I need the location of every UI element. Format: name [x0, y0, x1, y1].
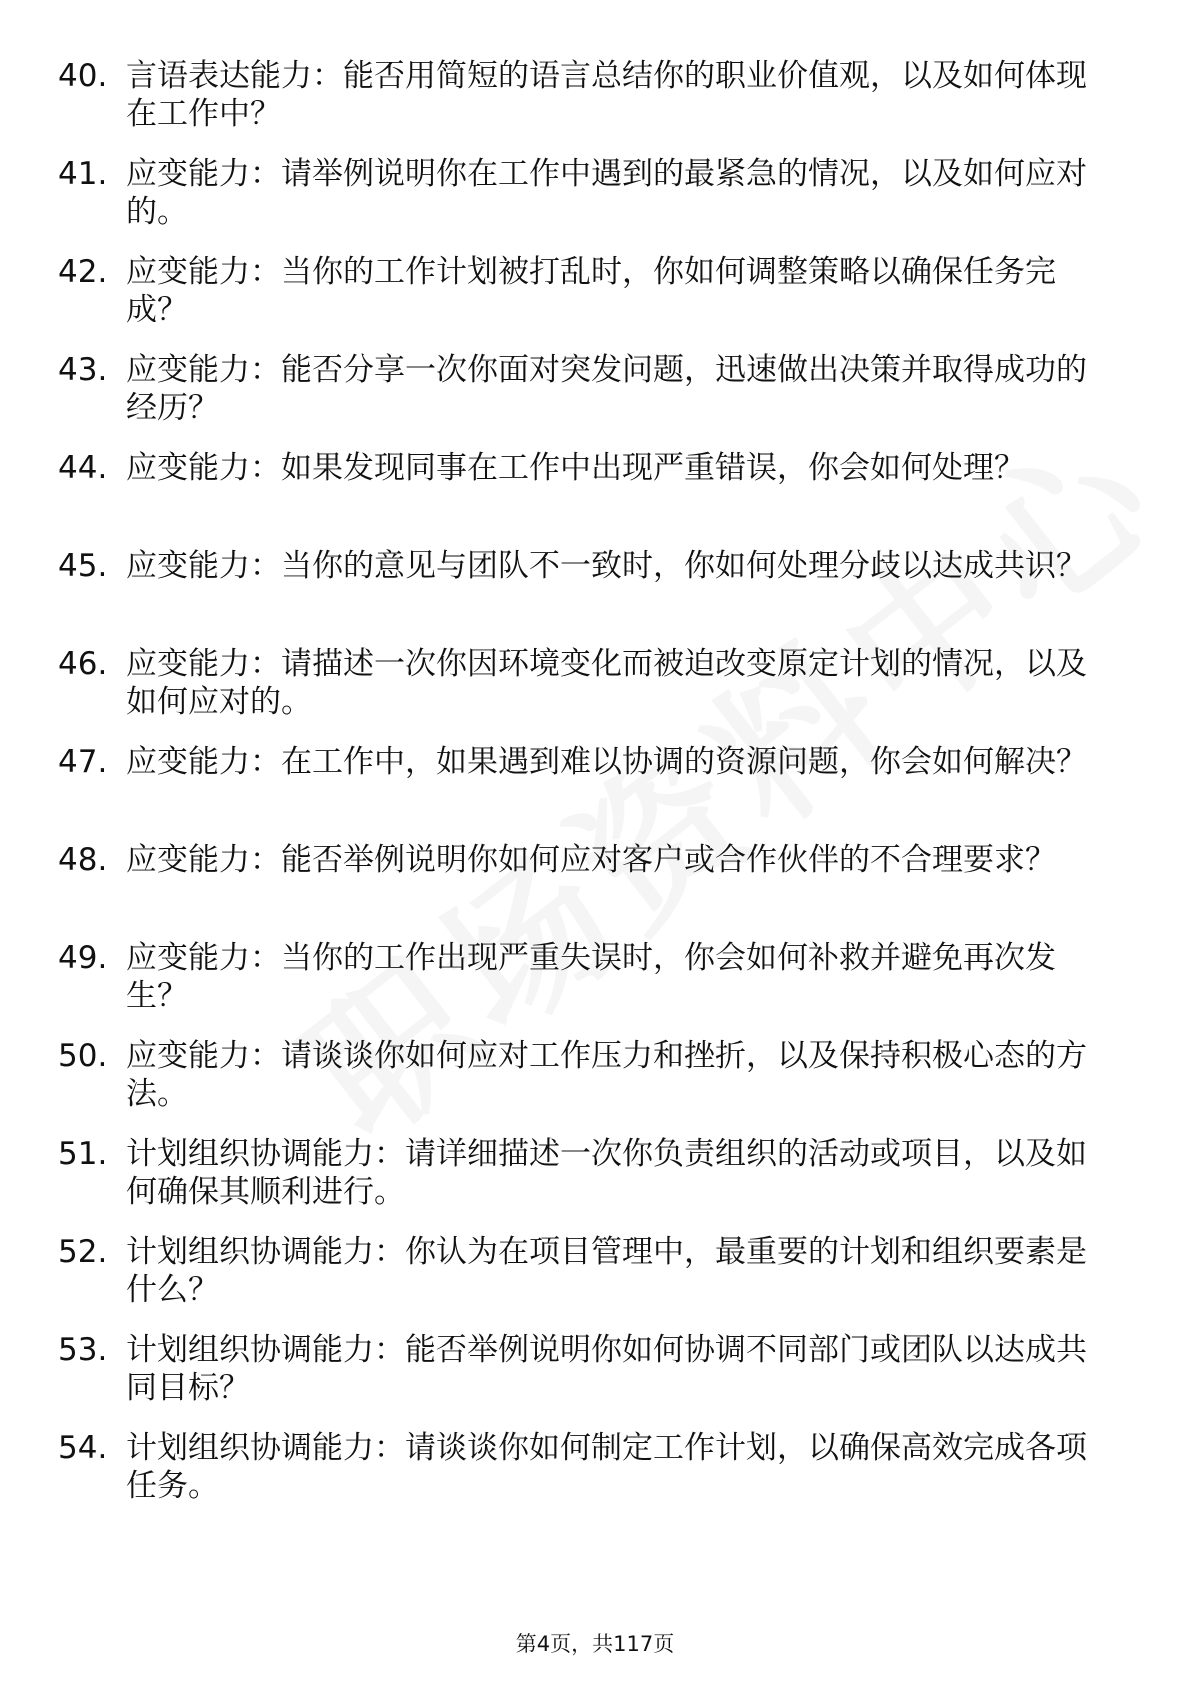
question-item	[0, 57, 1190, 155]
question-item	[0, 547, 1190, 645]
question-number: 53.	[58, 1332, 108, 1368]
question-text: 应变能力：请描述一次你因环境变化而被迫改变原定计划的情况，以及如何应对的。	[126, 646, 1087, 720]
question-text: 应变能力：当你的工作出现严重失误时，你会如何补救并避免再次发生？	[126, 940, 1056, 1014]
question-item	[0, 155, 1190, 253]
question-item	[0, 449, 1190, 547]
question-number: 41.	[58, 156, 108, 192]
question-text: 应变能力：如果发现同事在工作中出现严重错误，你会如何处理？	[126, 450, 1025, 486]
question-number: 42.	[58, 254, 108, 290]
page-footer: 第4页，共117页	[515, 1632, 675, 1656]
question-item	[0, 743, 1190, 841]
question-item	[0, 841, 1190, 939]
question-number: 47.	[58, 744, 108, 780]
question-text: 计划组织协调能力：你认为在项目管理中，最重要的计划和组织要素是什么？	[126, 1234, 1087, 1308]
question-item	[0, 1135, 1190, 1233]
question-item	[0, 645, 1190, 743]
question-number: 49.	[58, 940, 108, 976]
question-text: 应变能力：能否举例说明你如何应对客户或合作伙伴的不合理要求？	[126, 842, 1056, 878]
question-text: 应变能力：当你的工作计划被打乱时，你如何调整策略以确保任务完成？	[126, 254, 1056, 328]
question-number: 50.	[58, 1038, 108, 1074]
question-text: 应变能力：请谈谈你如何应对工作压力和挫折，以及保持积极心态的方法。	[126, 1038, 1087, 1112]
question-number: 52.	[58, 1234, 108, 1270]
question-text: 应变能力：能否分享一次你面对突发问题，迅速做出决策并取得成功的经历？	[126, 352, 1087, 426]
question-number: 48.	[58, 842, 108, 878]
question-number: 46.	[58, 646, 108, 682]
question-text: 计划组织协调能力：能否举例说明你如何协调不同部门或团队以达成共同目标？	[126, 1332, 1087, 1406]
question-number: 51.	[58, 1136, 108, 1172]
question-item	[0, 1331, 1190, 1429]
question-text: 言语表达能力：能否用简短的语言总结你的职业价值观，以及如何体现在工作中？	[126, 58, 1087, 132]
question-text: 计划组织协调能力：请详细描述一次你负责组织的活动或项目，以及如何确保其顺利进行。	[126, 1136, 1087, 1210]
question-number: 45.	[58, 548, 108, 584]
question-number: 40.	[58, 58, 108, 94]
question-item	[0, 939, 1190, 1037]
question-number: 54.	[58, 1430, 108, 1466]
question-text: 应变能力：请举例说明你在工作中遇到的最紧急的情况，以及如何应对的。	[126, 156, 1087, 230]
question-item	[0, 1233, 1190, 1331]
question-number: 44.	[58, 450, 108, 486]
question-text: 应变能力：在工作中，如果遇到难以协调的资源问题，你会如何解决？	[126, 744, 1087, 780]
question-text: 计划组织协调能力：请谈谈你如何制定工作计划，以确保高效完成各项任务。	[126, 1430, 1087, 1504]
question-item	[0, 351, 1190, 449]
question-item	[0, 1037, 1190, 1135]
question-list	[0, 57, 1190, 1527]
question-number: 43.	[58, 352, 108, 388]
question-text: 应变能力：当你的意见与团队不一致时，你如何处理分歧以达成共识？	[126, 548, 1087, 584]
question-item	[0, 253, 1190, 351]
question-item	[0, 1429, 1190, 1527]
